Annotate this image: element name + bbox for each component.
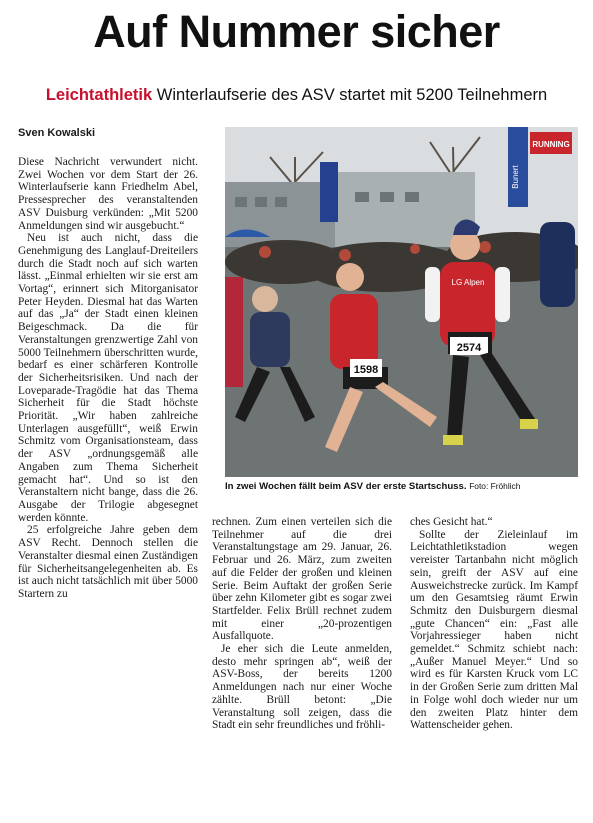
photo-caption — [225, 481, 585, 492]
subheadline-text: Winterlaufserie des ASV startet mit 5200 Teilnehmern — [156, 86, 548, 104]
bib-number: 1598 — [353, 364, 379, 376]
article-column-3 — [410, 516, 578, 732]
article-column-1 — [18, 156, 198, 601]
subheadline-kicker: Leichtathletik — [45, 86, 153, 104]
race-photo-image — [225, 127, 578, 477]
headline: Auf Nummer sicher — [93, 6, 500, 57]
paragraph: Diese Nachricht verwundert nicht. Zwei Wochen vor dem Start der 26. Winterlaufserie kann Friedhelm Abel, Pressesprecher des veranstaltenden ASV Duisburg verkünden: „Mit 5200 Anmeldungen sind wir ausgebucht.“ — [18, 156, 198, 232]
race-photo — [225, 127, 578, 477]
shirt-text: LG Alpen — [451, 278, 485, 287]
caption-credit: Foto: Fröhlich — [469, 481, 521, 491]
banner-text: Bunert — [511, 165, 520, 189]
paragraph: rechnen. Zum einen verteilen sich die Teilnehmer auf die drei Veranstaltungstage am 29. Januar, 26. Februar und 26. März, zum zweiten auf die Felder der großen und kleinen Serie. Beim Auftakt der großen Serie über zehn Kilometer gibt es sogar zwei Startfelder. Felix Brüll rechnet zudem mit einer „20-prozentigen Ausfallquote. — [212, 516, 392, 643]
subheadline — [0, 86, 593, 105]
paragraph: Sollte der Zieleinlauf im Leichtathletikstadion wegen vereister Tartanbahn nicht möglich sein, greift der ASV auf eine Ausweichstrecke zurück. Im Kampf um den Gesamtsieg räumt Erwin Schmitz den Duisburgern diesmal „gute Chancen“ ein: „Fast alle Vorjahressieger haben nicht gemeldet.“ Schmitz schiebt nach: „Außer Manuel Meyer.“ Und so wird es für Karsten Kruck vom LC in der Großen Serie zum dritten Mal in Folge wohl doch wieder nur um den zweiten Platz hinter dem Wattenscheider gehen. — [410, 528, 578, 732]
paragraph: 25 erfolgreiche Jahre geben dem ASV Recht. Dennoch stellen die Veranstalter diesmal einen Zuständigen für Sicherheitsangelegenheiten ab. Es ist auch nicht tatsächlich mit über 5000 Startern zu — [18, 524, 198, 600]
byline: Sven Kowalski — [18, 127, 96, 139]
bib-number: 2574 — [456, 342, 482, 354]
paragraph: Je eher sich die Leute anmelden, desto mehr springen ab“, weiß der ASV-Boss, der bereits 1200 Anmeldungen nach nur einer Woche zählte. Brüll betont: „Die Veranstaltung soll zeigen, dass die Stadt ein sehr freundliches und fröhli- — [212, 643, 392, 732]
caption-text: In zwei Wochen fällt beim ASV der erste Startschuss. — [225, 481, 467, 492]
paragraph: Neu ist auch nicht, dass die Genehmigung des Langlauf-Dreiteilers durch die Stadt noch auf sich warten lässt. „Einmal erhielten wir sie erst am Vortag“, erinnert sich Mitorganisator Peter Heyden. Diesmal hat das Warten auf das „Ja“ der Stadt einen kleinen Beigeschmack. Da die für Veranstaltungen grenzwertige Zahl von 5000 Teilnehmern überschritten wurde, bedarf es einer schärferen Kontrolle der Sicherheitsrisiken. Und nach der Loveparade-Tragödie hat das Thema Sicherheit für die Stadt höchste Priorität. „Wir haben zahlreiche Unterlagen ausgefüllt“, weiß Erwin Schmitz vom Organisationsteam, dass der ASV „ordnungsgemäß alle Angaben zum Thema Sicherheit gemacht hat“. Und so ist den Veranstaltern nicht bange, dass die 26. Ausgabe der Trilogie abgesegnet werden könnte. — [18, 232, 198, 524]
paragraph: ches Gesicht hat.“ — [410, 516, 493, 528]
article-column-2 — [212, 516, 392, 732]
banner-text: RUNNING — [532, 140, 570, 149]
